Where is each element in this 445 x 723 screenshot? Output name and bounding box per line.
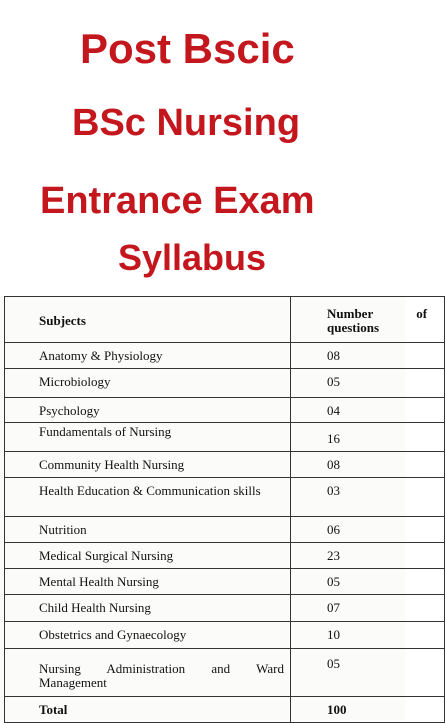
table-row [5, 398, 445, 423]
count-cell: 10 [291, 622, 445, 649]
table-row [5, 343, 445, 369]
syllabus-table-container [0, 296, 428, 720]
total-label-cell: Total [5, 697, 291, 723]
table-row [5, 369, 445, 398]
table-row [5, 649, 445, 697]
subject-cell: Medical Surgical Nursing [5, 543, 291, 569]
title-line-4: Syllabus [118, 237, 267, 278]
table-row [5, 622, 445, 649]
count-cell: 08 [291, 343, 445, 369]
total-count-cell: 100 [291, 697, 445, 723]
table-row [5, 452, 445, 478]
subject-cell: Obstetrics and Gynaecology [5, 622, 291, 649]
syllabus-table [4, 296, 445, 723]
count-cell: 08 [291, 452, 445, 478]
count-cell: 05 [291, 369, 445, 398]
count-cell: 05 [291, 649, 445, 697]
subject-cell: Child Health Nursing [5, 595, 291, 622]
header-subjects: Subjects [5, 297, 291, 343]
title-line-1: Post Bscic [80, 25, 295, 72]
header-number-of-questions [291, 297, 445, 343]
table-row [5, 423, 445, 452]
title-line-3: Entrance Exam [40, 180, 315, 222]
count-cell: 07 [291, 595, 445, 622]
subject-cell: Nutrition [5, 517, 291, 543]
table-header-row [5, 297, 445, 343]
table-total-row [5, 697, 445, 723]
subject-cell: Health Education & Communication skills [5, 478, 291, 517]
subject-cell: Anatomy & Physiology [5, 343, 291, 369]
count-cell: 05 [291, 569, 445, 595]
table-row [5, 543, 445, 569]
table-row [5, 478, 445, 517]
count-cell: 23 [291, 543, 445, 569]
count-cell: 03 [291, 478, 445, 517]
subject-cell: Microbiology [5, 369, 291, 398]
header-number-line-1: Number of [327, 306, 428, 321]
title-line-2: BSc Nursing [72, 102, 301, 144]
count-cell: 06 [291, 517, 445, 543]
count-cell: 16 [291, 423, 445, 452]
table-row [5, 517, 445, 543]
table-row [5, 569, 445, 595]
count-cell: 04 [291, 398, 445, 423]
table-row [5, 595, 445, 622]
subject-cell: Community Health Nursing [5, 452, 291, 478]
subject-cell: Mental Health Nursing [5, 569, 291, 595]
subject-cell: Psychology [5, 398, 291, 423]
subject-cell: Fundamentals of Nursing [5, 423, 291, 452]
subject-cell: Nursing Administration and Ward Management [5, 649, 291, 697]
header-number-line-2: questions [327, 320, 380, 335]
